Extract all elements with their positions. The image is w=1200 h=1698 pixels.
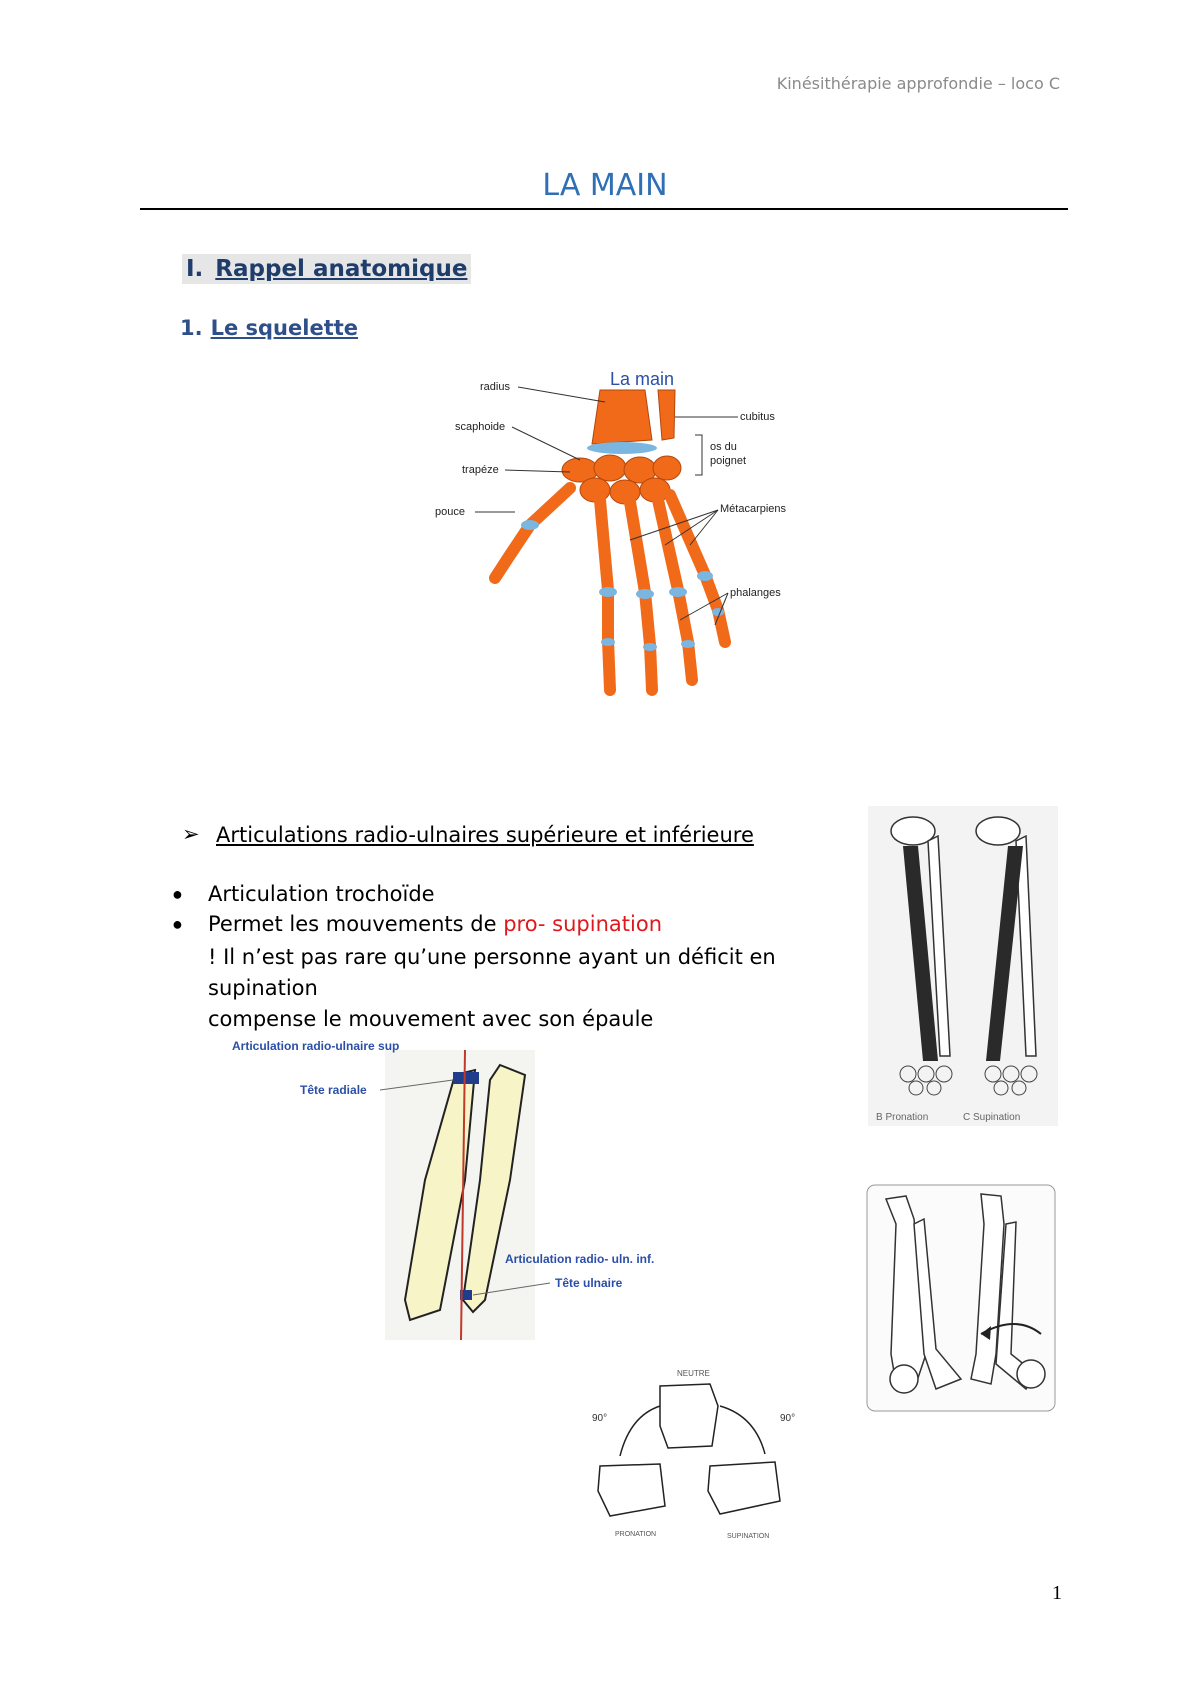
label-fist-supination: SUPINATION — [727, 1533, 770, 1540]
pronation-supination-figure — [868, 806, 1058, 1126]
hand-skeleton-figure — [430, 360, 810, 750]
label-right-angle: 90° — [780, 1413, 796, 1424]
elbow-rotation-figure — [866, 1184, 1056, 1412]
bullet-icon: ● — [172, 884, 183, 904]
bullet2-highlight: pro- supination — [503, 912, 662, 936]
wrist-cartilage — [587, 442, 657, 454]
radial-head-marker — [453, 1072, 479, 1084]
ulna-bone — [658, 390, 675, 440]
bullet-prosupination — [208, 912, 662, 936]
bullet-trochoide: Articulation trochoïde — [208, 882, 435, 906]
fist-neutral — [660, 1384, 718, 1448]
radio-ulnar-diagram — [225, 1030, 705, 1340]
articulations-heading: Articulations radio-ulnaires supérieure et inférieure — [216, 823, 754, 847]
note-line-2: compense le mouvement avec son épaule — [208, 1007, 654, 1031]
title-divider — [140, 208, 1068, 210]
label-radio-uln-inf: Articulation radio- uln. inf. — [505, 1252, 655, 1266]
subsection-heading — [180, 316, 358, 340]
label-fist-pronation: PRONATION — [615, 1531, 657, 1538]
subsection-number: 1. — [180, 316, 203, 340]
label-pouce: pouce — [435, 506, 465, 518]
page-number: 1 — [1052, 1582, 1062, 1604]
label-neutre: NEUTRE — [677, 1369, 710, 1378]
label-os-du: os du — [710, 441, 737, 453]
caption-pronation: B Pronation — [876, 1112, 929, 1123]
label-tete-ulnaire: Tête ulnaire — [555, 1276, 623, 1290]
subsection-label: Le squelette — [210, 316, 359, 340]
label-left-angle: 90° — [592, 1413, 608, 1424]
label-radio-ulnaire-sup: Articulation radio-ulnaire sup — [232, 1039, 400, 1053]
label-tete-radiale: Tête radiale — [300, 1083, 367, 1097]
page-title: LA MAIN — [542, 168, 668, 203]
label-metacarpiens: Métacarpiens — [720, 503, 787, 515]
label-trapeze: trapéze — [462, 464, 499, 476]
arc-right — [720, 1406, 765, 1454]
arc-left — [620, 1406, 660, 1456]
hand-figure-title: La main — [610, 369, 675, 389]
fist-pronation — [598, 1464, 665, 1516]
section-number: I. — [186, 256, 204, 282]
label-phalanges: phalanges — [730, 587, 781, 599]
note-line-1: ! Il n’est pas rare qu’une personne ayant un déficit en supination — [208, 945, 776, 1000]
label-poignet: poignet — [710, 455, 747, 467]
label-scaphoide: scaphoide — [455, 421, 506, 433]
page-header: Kinésithérapie approfondie – loco C — [776, 74, 1060, 93]
section-label: Rappel anatomique — [215, 256, 468, 282]
fist-supination — [708, 1462, 780, 1514]
radius-bone — [592, 390, 652, 444]
label-cubitus: cubitus — [740, 411, 775, 423]
note-paragraph — [208, 942, 868, 1035]
fist-positions-figure — [590, 1366, 810, 1551]
section-heading — [182, 254, 471, 284]
caption-supination: C Supination — [963, 1112, 1021, 1123]
arrow-bullet-icon: ➢ — [182, 823, 200, 846]
bullet-icon: ● — [172, 914, 183, 934]
bullet2-prefix: Permet les mouvements de — [208, 912, 504, 936]
label-radius: radius — [480, 381, 510, 393]
carpal-bones — [562, 455, 681, 504]
